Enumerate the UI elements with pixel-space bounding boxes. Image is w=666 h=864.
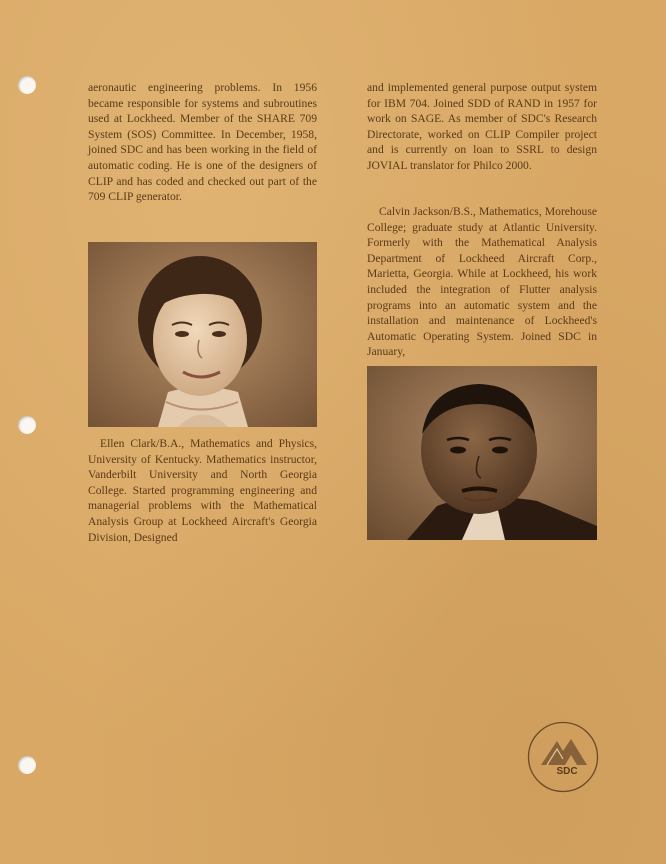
binder-hole-middle [18, 416, 36, 434]
photo-calvin-jackson [367, 366, 597, 540]
photo-ellen-clark [88, 242, 317, 427]
right-column-paragraph: and implemented general purpose output system for IBM 704. Joined SDD of RAND in 1957 for work on SAGE. As member of SDC's Research Directorate, worked on CLIP Compiler project and is currently on loan to SSRL to design JOVIAL translator for Philco 2000. [367, 81, 597, 172]
binder-hole-bottom [18, 756, 36, 774]
sdc-logo [527, 721, 599, 793]
binder-hole-top [18, 76, 36, 94]
left-column-paragraph: aeronautic engineering problems. In 1956 became responsible for systems and subroutines used at Lockheed. Member of the SHARE 709 System (SOS) Committee. In December, 1958, joined SDC and has been working in the field of automatic coding. He is one of the designers of CLIP and has coded and checked out part of the 709 CLIP generator. [88, 81, 317, 204]
sdc-logo-text: SDC [556, 766, 578, 777]
caption-calvin-jackson: Calvin Jackson/B.S., Mathematics, Morehouse College; graduate study at Atlantic University. Formerly with the Mathematical Analysis Department of Lockheed Aircraft Corp., Marietta, Georgia. While at Lockheed, his work included the integration of Flutter analysis programs into an automatic system and the installation and maintenance of Lockheed's Automatic Operating System. Joined SDC in January, [367, 205, 597, 359]
caption-ellen-clark: Ellen Clark/B.A., Mathematics and Physics, University of Kentucky. Mathematics instructor, Vanderbilt University and North Georgia College. Started programming engineering and managerial problems with the Mathematical Analysis Group at Lockheed Aircraft's Georgia Division, Designed [88, 437, 317, 544]
